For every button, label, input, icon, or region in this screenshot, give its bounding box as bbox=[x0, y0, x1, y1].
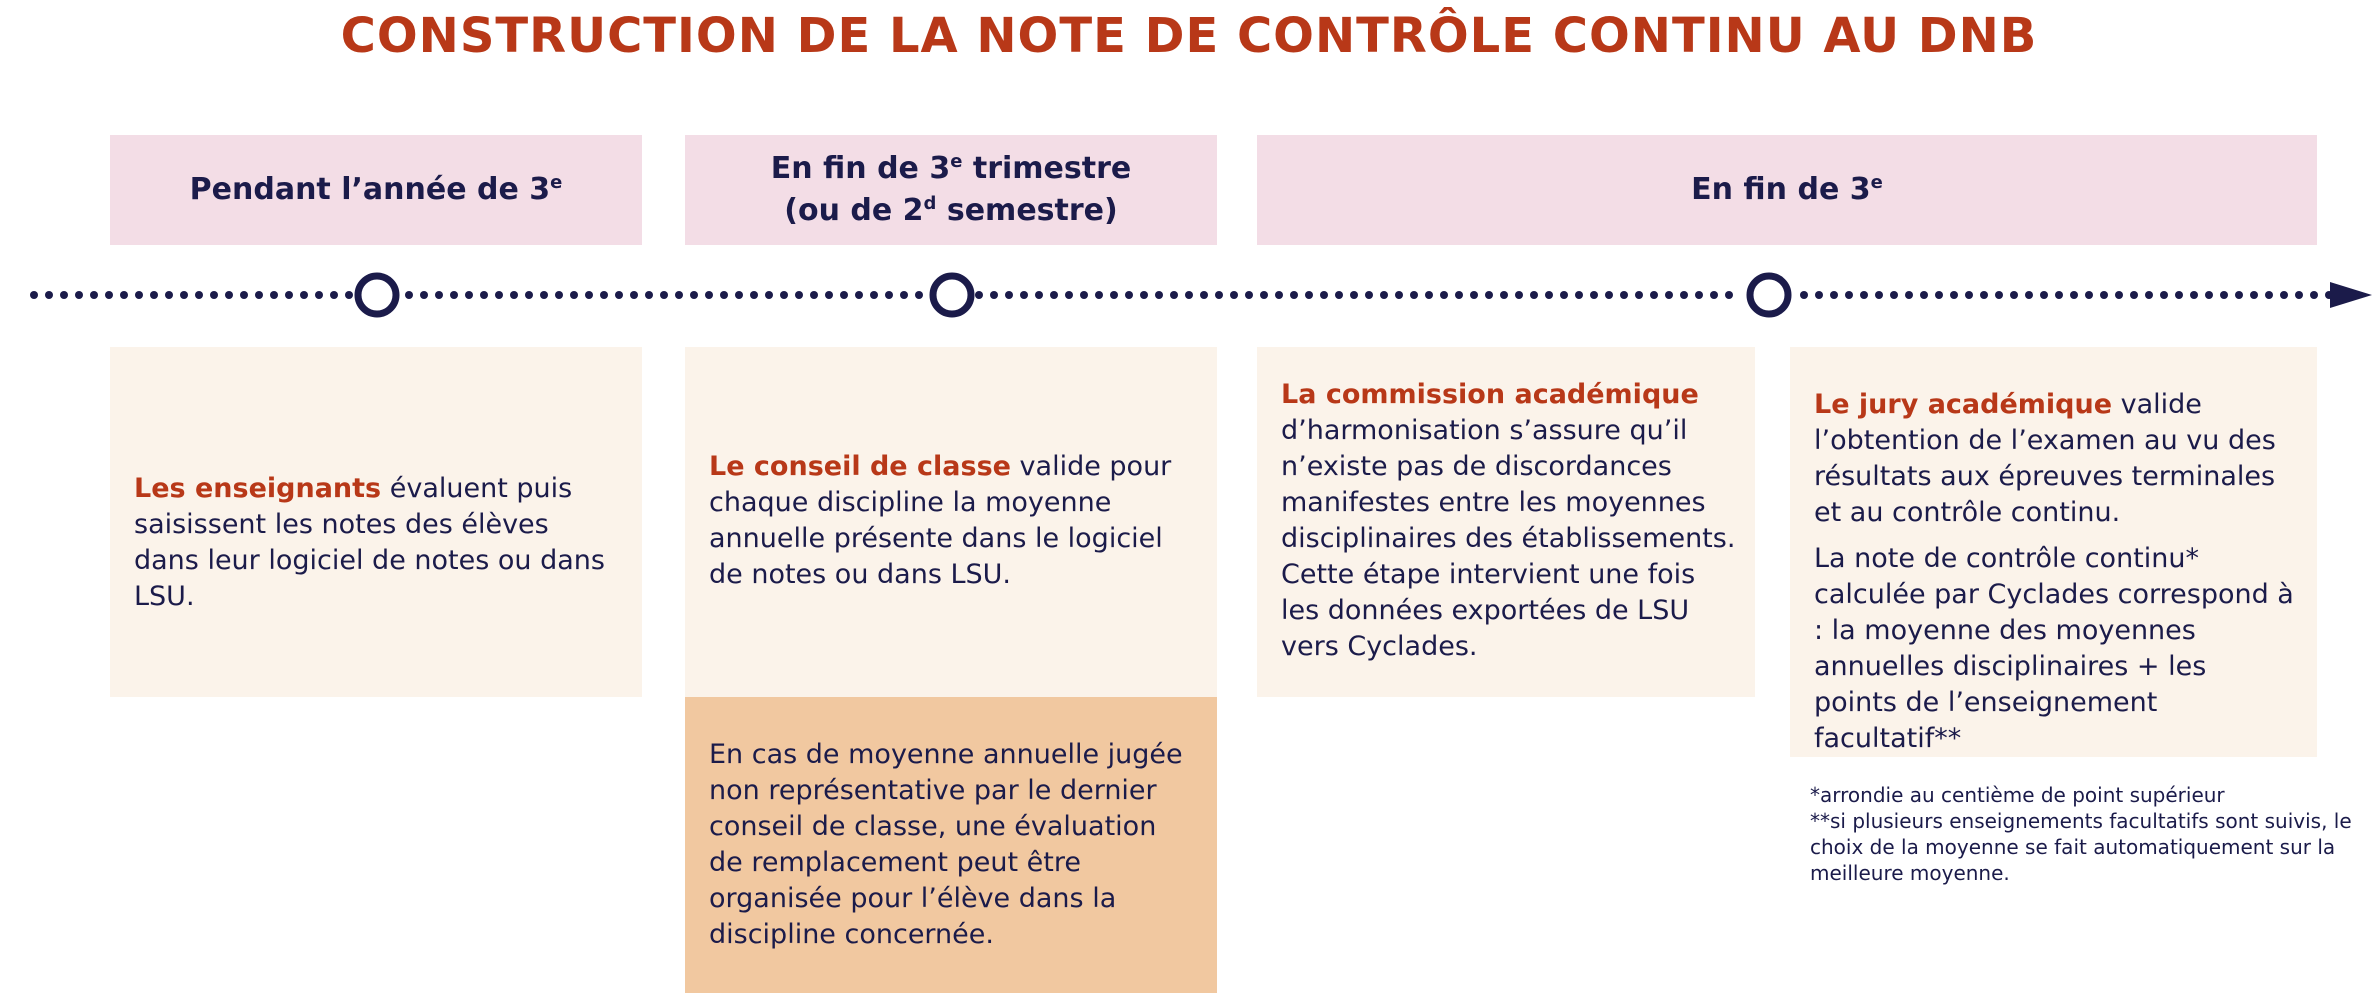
footnotes bbox=[1810, 782, 2370, 886]
box-highlight: La commission académique bbox=[1281, 379, 1699, 410]
timeline-dot bbox=[1140, 291, 1148, 299]
timeline-dot bbox=[2160, 291, 2168, 299]
timeline-dot bbox=[1875, 291, 1883, 299]
timeline-dot bbox=[915, 291, 923, 299]
timeline-dot bbox=[1995, 291, 2003, 299]
timeline-dot bbox=[345, 291, 353, 299]
box-evaluation-remplacement bbox=[685, 697, 1217, 993]
timeline-dot bbox=[1545, 291, 1553, 299]
timeline-dot bbox=[1950, 291, 1958, 299]
timeline-dot bbox=[2280, 291, 2288, 299]
timeline-dot bbox=[2085, 291, 2093, 299]
timeline-dot bbox=[195, 291, 203, 299]
timeline-dot bbox=[1530, 291, 1538, 299]
timeline-dot bbox=[2145, 291, 2153, 299]
timeline-dot bbox=[1650, 291, 1658, 299]
phase-sup: e bbox=[950, 151, 963, 172]
timeline-dot bbox=[585, 291, 593, 299]
phase-sup: d bbox=[923, 193, 937, 214]
timeline-dot bbox=[105, 291, 113, 299]
timeline-dot bbox=[150, 291, 158, 299]
timeline-dot bbox=[840, 291, 848, 299]
timeline-dot bbox=[1665, 291, 1673, 299]
timeline-dot bbox=[120, 291, 128, 299]
timeline-dot bbox=[1830, 291, 1838, 299]
timeline-dot bbox=[1965, 291, 1973, 299]
timeline-dot bbox=[495, 291, 503, 299]
timeline-dot bbox=[1590, 291, 1598, 299]
timeline-dot bbox=[1335, 291, 1343, 299]
timeline-dot bbox=[180, 291, 188, 299]
timeline-dot bbox=[1455, 291, 1463, 299]
timeline-dot bbox=[405, 291, 413, 299]
timeline-dot bbox=[1845, 291, 1853, 299]
timeline-dot bbox=[315, 291, 323, 299]
timeline-dot bbox=[1155, 291, 1163, 299]
timeline-dot bbox=[615, 291, 623, 299]
timeline-dot bbox=[435, 291, 443, 299]
timeline-dot bbox=[1380, 291, 1388, 299]
timeline-dot bbox=[2100, 291, 2108, 299]
timeline-dot bbox=[2235, 291, 2243, 299]
timeline-dot bbox=[225, 291, 233, 299]
timeline-dot bbox=[2175, 291, 2183, 299]
box-text: évaluent puis saisissent les notes des élèves dans leur logiciel de notes ou dans LSU. bbox=[134, 473, 605, 612]
timeline-dot bbox=[330, 291, 338, 299]
timeline-dot bbox=[510, 291, 518, 299]
box-enseignants bbox=[110, 347, 642, 697]
footnote-1: *arrondie au centième de point supérieur bbox=[1810, 783, 2225, 807]
box-conseil-de-classe bbox=[685, 347, 1217, 697]
footnote-2: **si plusieurs enseignements facultatifs sont suivis, le choix de la moyenne se fait automatiquement sur la meilleure moyenne. bbox=[1810, 809, 2352, 885]
timeline-dot bbox=[1920, 291, 1928, 299]
timeline-dot bbox=[1980, 291, 1988, 299]
timeline-dot bbox=[2265, 291, 2273, 299]
phase-line2b: semestre) bbox=[936, 193, 1118, 228]
timeline-dot bbox=[2115, 291, 2123, 299]
timeline-dot bbox=[1440, 291, 1448, 299]
timeline-dot bbox=[2010, 291, 2018, 299]
timeline-dot bbox=[1395, 291, 1403, 299]
timeline-dot bbox=[1935, 291, 1943, 299]
box-commission-academique bbox=[1257, 347, 1755, 697]
timeline-dot bbox=[480, 291, 488, 299]
timeline-dot bbox=[210, 291, 218, 299]
box-highlight: Le jury académique bbox=[1814, 389, 2113, 420]
timeline-dot bbox=[1680, 291, 1688, 299]
timeline-dot bbox=[1485, 291, 1493, 299]
timeline-dot bbox=[795, 291, 803, 299]
phase-header-pendant bbox=[110, 135, 642, 245]
timeline-dot bbox=[255, 291, 263, 299]
timeline-dot bbox=[300, 291, 308, 299]
timeline-dot bbox=[1230, 291, 1238, 299]
timeline-dot bbox=[555, 291, 563, 299]
timeline-dot bbox=[2205, 291, 2213, 299]
timeline-marker bbox=[358, 276, 396, 314]
box-text-2: La note de contrôle continu* calculée par Cyclades correspond à : la moyenne des moyennes annuelles disciplinaires + les points de l’enseignement facultatif** bbox=[1814, 543, 2294, 754]
phase-label: En fin de 3 bbox=[1691, 172, 1871, 207]
timeline-dot bbox=[60, 291, 68, 299]
timeline-dot bbox=[1800, 291, 1808, 299]
timeline-dot bbox=[1305, 291, 1313, 299]
timeline-dot bbox=[900, 291, 908, 299]
timeline-dot bbox=[630, 291, 638, 299]
timeline-dot bbox=[1350, 291, 1358, 299]
box-text: valide l’obtention de l’examen au vu des résultats aux épreuves terminales et au contrôle continu. bbox=[1814, 389, 2276, 528]
box-text: d’harmonisation s’assure qu’il n’existe pas de discordances manifestes entre les moyennes disciplinaires des établissements. Cette étape intervient une fois les données exportées de LSU vers Cyclades. bbox=[1281, 415, 1736, 662]
timeline-marker bbox=[1750, 276, 1788, 314]
phase-line1: En fin de 3 bbox=[770, 151, 951, 186]
timeline-dot bbox=[705, 291, 713, 299]
timeline-marker bbox=[933, 276, 971, 314]
timeline-dot bbox=[75, 291, 83, 299]
timeline-dot bbox=[1215, 291, 1223, 299]
timeline-dot bbox=[2055, 291, 2063, 299]
timeline-dot bbox=[1470, 291, 1478, 299]
timeline-dot bbox=[2025, 291, 2033, 299]
timeline-dot bbox=[750, 291, 758, 299]
timeline-dot bbox=[1110, 291, 1118, 299]
timeline-dot bbox=[1065, 291, 1073, 299]
timeline bbox=[0, 270, 2378, 320]
timeline-dot bbox=[720, 291, 728, 299]
timeline-dot bbox=[1905, 291, 1913, 299]
timeline-dot bbox=[30, 291, 38, 299]
timeline-dot bbox=[1170, 291, 1178, 299]
timeline-dot bbox=[420, 291, 428, 299]
phase-sup: e bbox=[550, 172, 563, 193]
timeline-dot bbox=[1275, 291, 1283, 299]
timeline-dot bbox=[780, 291, 788, 299]
timeline-dot bbox=[870, 291, 878, 299]
timeline-dot bbox=[1515, 291, 1523, 299]
timeline-dot bbox=[1890, 291, 1898, 299]
timeline-dot bbox=[675, 291, 683, 299]
timeline-dot bbox=[1410, 291, 1418, 299]
timeline-dot bbox=[1035, 291, 1043, 299]
timeline-dot bbox=[285, 291, 293, 299]
timeline-dot bbox=[1635, 291, 1643, 299]
timeline-dot bbox=[270, 291, 278, 299]
timeline-dot bbox=[1260, 291, 1268, 299]
timeline-dot bbox=[90, 291, 98, 299]
timeline-dot bbox=[1425, 291, 1433, 299]
timeline-dot bbox=[1605, 291, 1613, 299]
timeline-dot bbox=[600, 291, 608, 299]
timeline-dot bbox=[645, 291, 653, 299]
timeline-dot bbox=[825, 291, 833, 299]
timeline-dot bbox=[975, 291, 983, 299]
timeline-dot bbox=[1815, 291, 1823, 299]
timeline-dot bbox=[1860, 291, 1868, 299]
timeline-dot bbox=[1725, 291, 1733, 299]
timeline-dot bbox=[855, 291, 863, 299]
timeline-dot bbox=[1125, 291, 1133, 299]
timeline-dot bbox=[690, 291, 698, 299]
timeline-dot bbox=[810, 291, 818, 299]
timeline-dot bbox=[45, 291, 53, 299]
timeline-dot bbox=[135, 291, 143, 299]
phase-header-fin-trimestre bbox=[685, 135, 1217, 245]
timeline-dot bbox=[2250, 291, 2258, 299]
timeline-dot bbox=[2040, 291, 2048, 299]
timeline-dot bbox=[885, 291, 893, 299]
timeline-dot bbox=[450, 291, 458, 299]
arrow-right-icon bbox=[2330, 282, 2372, 308]
timeline-dot bbox=[165, 291, 173, 299]
timeline-dot bbox=[465, 291, 473, 299]
timeline-dot bbox=[2130, 291, 2138, 299]
timeline-dot bbox=[1050, 291, 1058, 299]
timeline-dot bbox=[2220, 291, 2228, 299]
phase-line2a: (ou de 2 bbox=[784, 193, 924, 228]
timeline-dot bbox=[1290, 291, 1298, 299]
timeline-dot bbox=[2295, 291, 2303, 299]
timeline-dot bbox=[1005, 291, 1013, 299]
timeline-dot bbox=[1200, 291, 1208, 299]
timeline-dot bbox=[660, 291, 668, 299]
timeline-dot bbox=[2310, 291, 2318, 299]
box-highlight: Les enseignants bbox=[134, 473, 382, 504]
timeline-dot bbox=[570, 291, 578, 299]
timeline-dot bbox=[1500, 291, 1508, 299]
phase-label: Pendant l’année de 3 bbox=[189, 172, 551, 207]
timeline-dot bbox=[1620, 291, 1628, 299]
timeline-dot bbox=[540, 291, 548, 299]
timeline-dot bbox=[1095, 291, 1103, 299]
timeline-dot bbox=[525, 291, 533, 299]
timeline-dot bbox=[2070, 291, 2078, 299]
timeline-dot bbox=[735, 291, 743, 299]
phase-sup: e bbox=[1870, 172, 1883, 193]
timeline-dot bbox=[1020, 291, 1028, 299]
timeline-dot bbox=[1185, 291, 1193, 299]
timeline-dot bbox=[1365, 291, 1373, 299]
timeline-dot bbox=[1695, 291, 1703, 299]
box-highlight: Le conseil de classe bbox=[709, 451, 1011, 482]
phase-header-fin-3e bbox=[1257, 135, 2317, 245]
box-jury-academique bbox=[1790, 347, 2317, 757]
timeline-dot bbox=[1560, 291, 1568, 299]
timeline-dot bbox=[1575, 291, 1583, 299]
timeline-dot bbox=[240, 291, 248, 299]
timeline-dot bbox=[1245, 291, 1253, 299]
page-title: CONSTRUCTION DE LA NOTE DE CONTRÔLE CONTINU AU DNB bbox=[340, 8, 2038, 64]
timeline-dot bbox=[765, 291, 773, 299]
timeline-dot bbox=[1710, 291, 1718, 299]
phase-line1b: trimestre bbox=[962, 151, 1132, 186]
timeline-dot bbox=[2190, 291, 2198, 299]
box-text: En cas de moyenne annuelle jugée non représentative par le dernier conseil de classe, une évaluation de remplacement peut être organisée pour l’élève dans la discipline concernée. bbox=[709, 739, 1183, 950]
timeline-dot bbox=[1080, 291, 1088, 299]
timeline-dot bbox=[1320, 291, 1328, 299]
timeline-dot bbox=[990, 291, 998, 299]
box-text: valide pour chaque discipline la moyenne annuelle présente dans le logiciel de notes ou dans LSU. bbox=[709, 451, 1172, 590]
